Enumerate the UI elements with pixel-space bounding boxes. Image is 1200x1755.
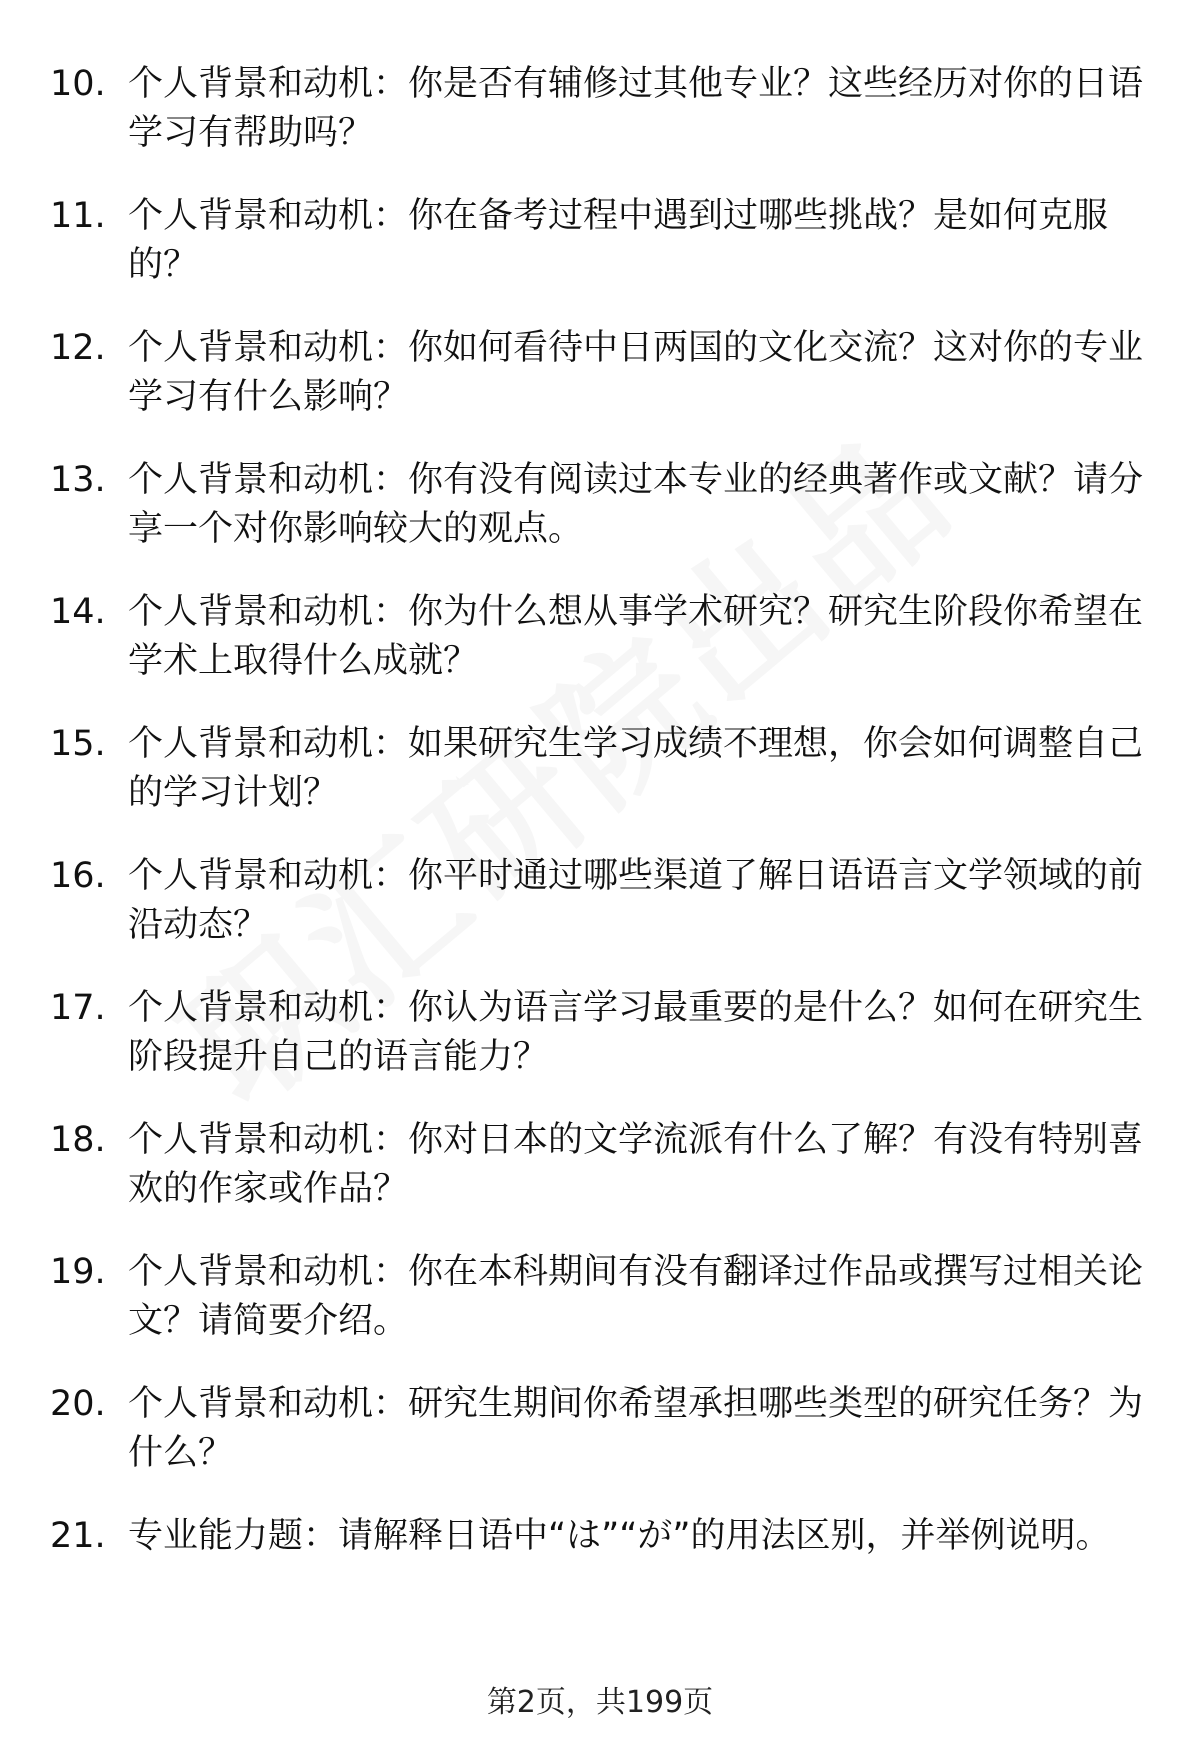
- question-text: 个人背景和动机：你为什么想从事学术研究？研究生阶段你希望在学术上取得什么成就？: [128, 592, 1144, 681]
- question-number: 13.: [50, 460, 106, 500]
- question-item: [0, 588, 1200, 720]
- question-text: 个人背景和动机：你平时通过哪些渠道了解日语语言文学领域的前沿动态？: [128, 856, 1144, 945]
- question-item: [0, 456, 1200, 588]
- question-text: 个人背景和动机：你认为语言学习最重要的是什么？如何在研究生阶段提升自己的语言能力？: [128, 988, 1144, 1077]
- question-number: 19.: [50, 1252, 106, 1292]
- question-number: 16.: [50, 856, 106, 896]
- question-number: 18.: [50, 1120, 106, 1160]
- question-text: 个人背景和动机：你如何看待中日两国的文化交流？这对你的专业学习有什么影响？: [128, 328, 1144, 417]
- question-number: 17.: [50, 988, 106, 1028]
- question-number: 21.: [50, 1516, 106, 1556]
- question-text: 专业能力题：请解释日语中“は”“が”的用法区别，并举例说明。: [128, 1516, 1111, 1556]
- page-footer: 第2页，共199页: [486, 1685, 714, 1720]
- question-number: 11.: [50, 196, 106, 236]
- question-text: 个人背景和动机：如果研究生学习成绩不理想，你会如何调整自己的学习计划？: [128, 724, 1144, 813]
- question-text: 个人背景和动机：你在本科期间有没有翻译过作品或撰写过相关论文？请简要介绍。: [128, 1252, 1144, 1341]
- question-list: [0, 60, 1200, 1644]
- question-item: [0, 1512, 1200, 1644]
- question-item: [0, 192, 1200, 324]
- question-number: 10.: [50, 64, 106, 104]
- question-number: 12.: [50, 328, 106, 368]
- question-text: 个人背景和动机：研究生期间你希望承担哪些类型的研究任务？为什么？: [128, 1384, 1144, 1473]
- question-item: [0, 60, 1200, 192]
- question-item: [0, 720, 1200, 852]
- question-text: 个人背景和动机：你是否有辅修过其他专业？这些经历对你的日语学习有帮助吗？: [128, 64, 1144, 153]
- question-item: [0, 1248, 1200, 1380]
- question-number: 15.: [50, 724, 106, 764]
- question-number: 20.: [50, 1384, 106, 1424]
- question-text: 个人背景和动机：你有没有阅读过本专业的经典著作或文献？请分享一个对你影响较大的观点。: [128, 460, 1144, 549]
- question-text: 个人背景和动机：你在备考过程中遇到过哪些挑战？是如何克服的？: [128, 196, 1109, 285]
- question-item: [0, 1380, 1200, 1512]
- question-item: [0, 1116, 1200, 1248]
- question-item: [0, 984, 1200, 1116]
- question-item: [0, 324, 1200, 456]
- question-item: [0, 852, 1200, 984]
- question-number: 14.: [50, 592, 106, 632]
- question-text: 个人背景和动机：你对日本的文学流派有什么了解？有没有特别喜欢的作家或作品？: [128, 1120, 1144, 1209]
